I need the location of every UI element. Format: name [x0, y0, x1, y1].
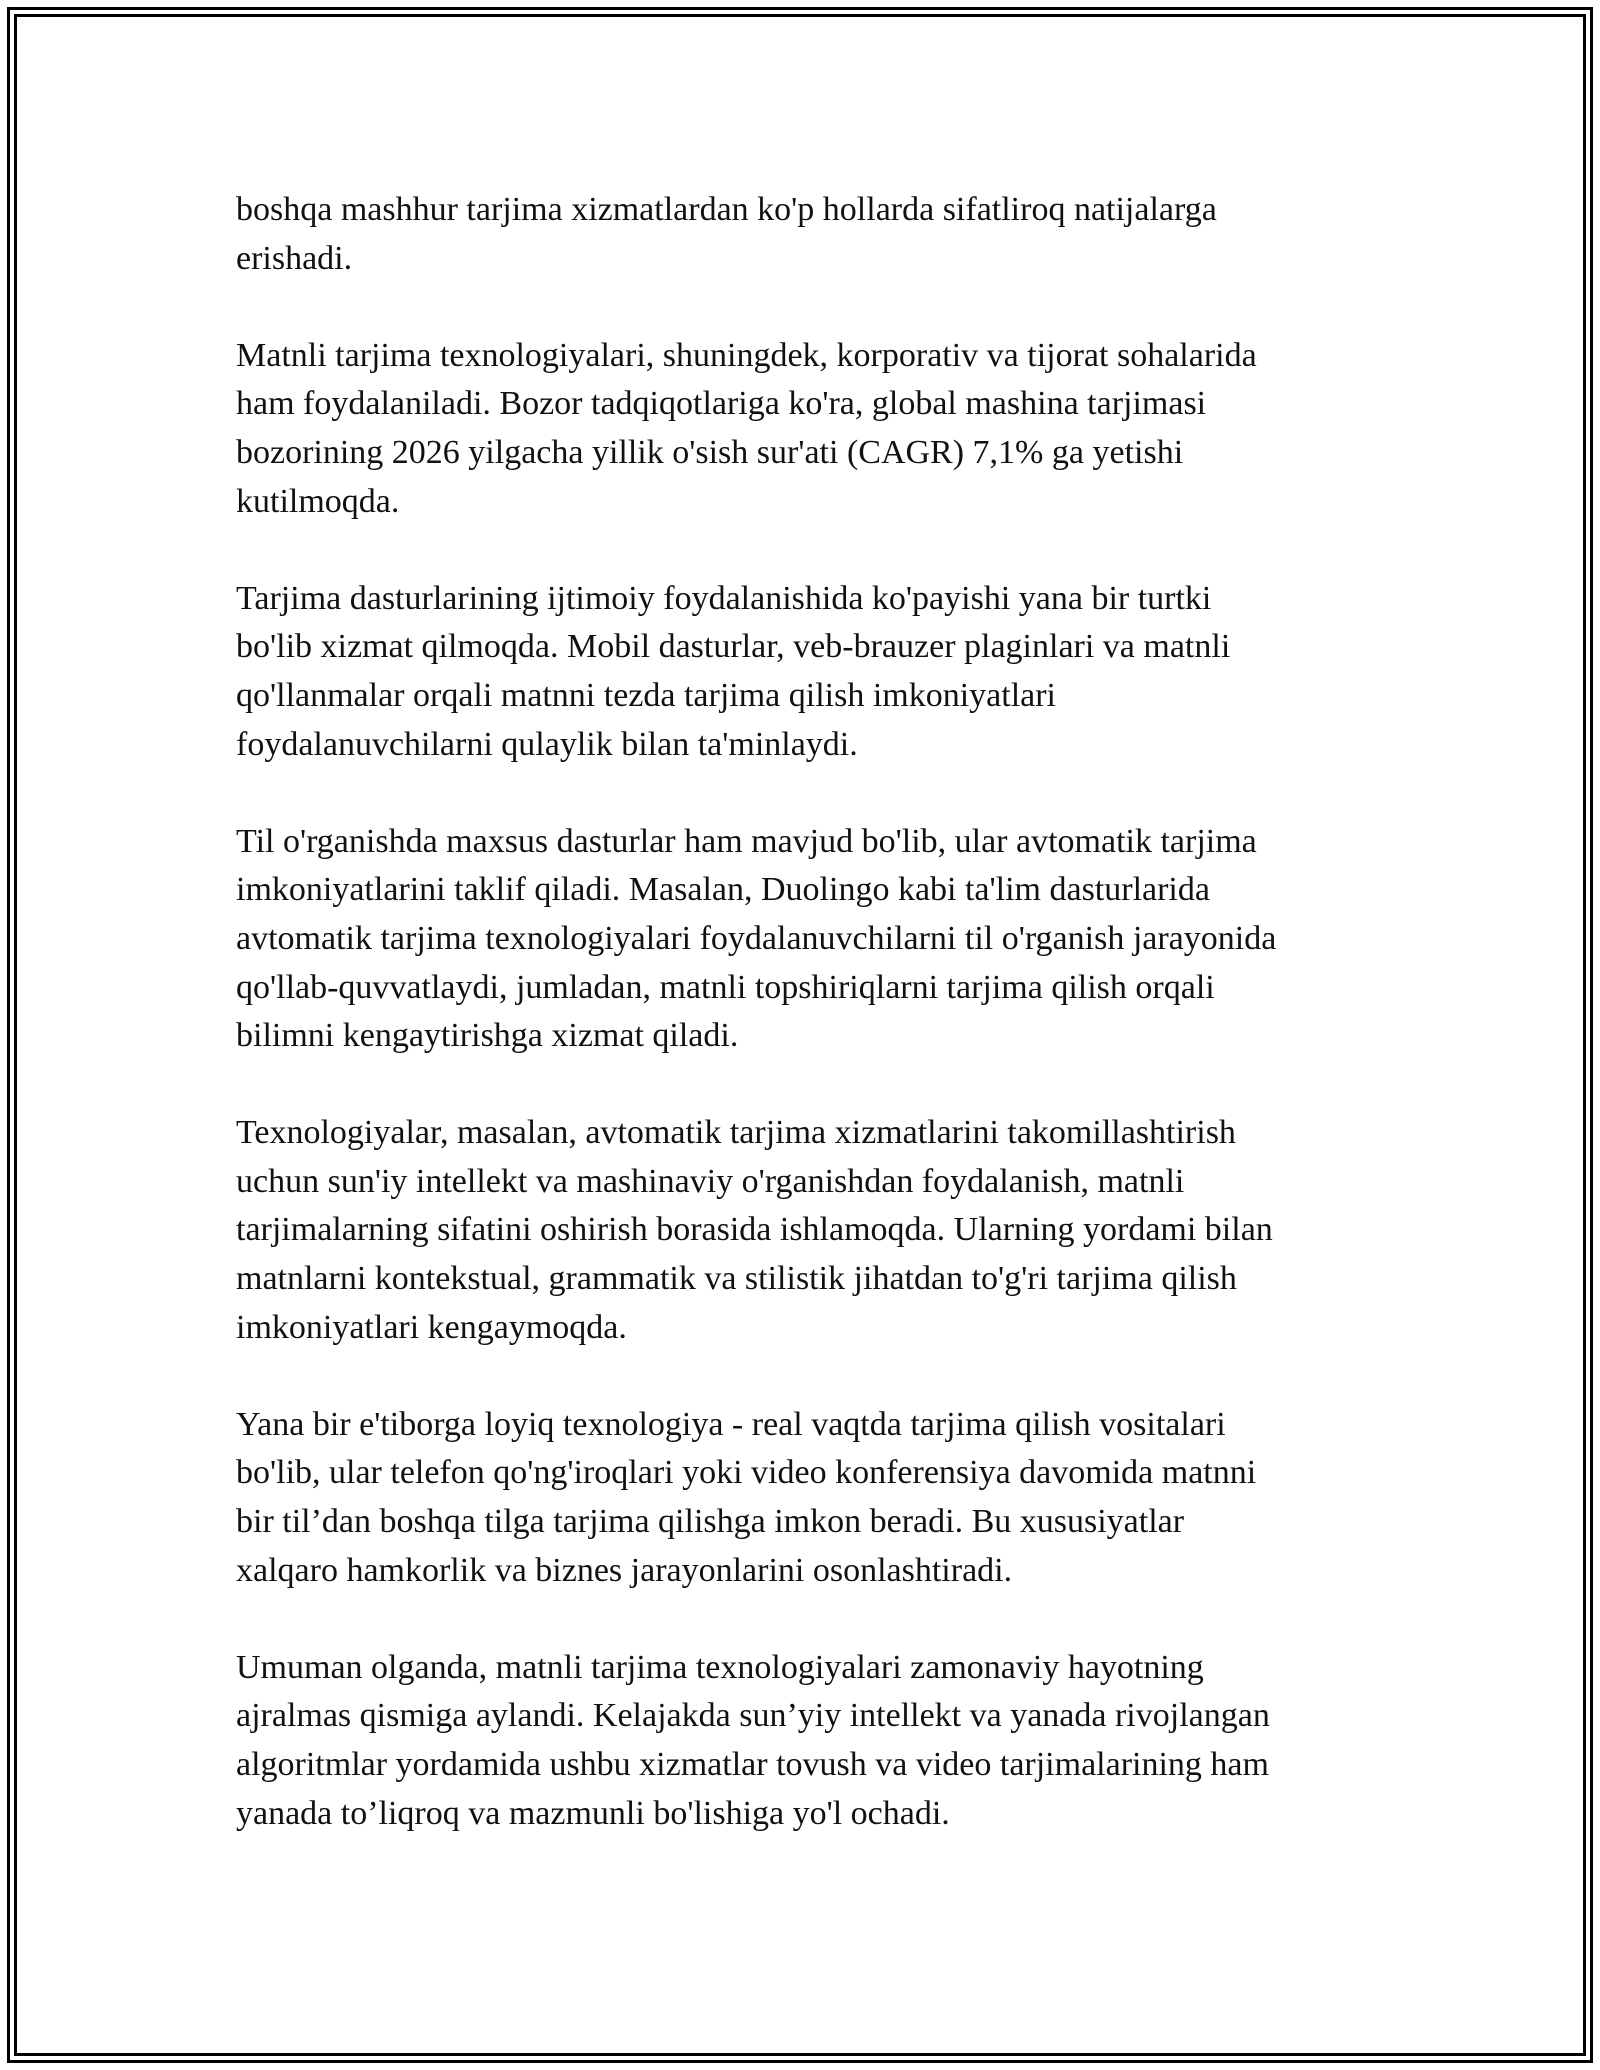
text-line: boshqa mashhur tarjima xizmatlardan ko'p hollarda sifatliroq natijalarga: [236, 191, 1217, 228]
paragraph: [236, 332, 1366, 526]
text-line: imkoniyatlarini taklif qiladi. Masalan, Duolingo kabi ta'lim dasturlarida: [236, 871, 1210, 909]
text-line: Umuman olganda, matnli tarjima texnologiyalari zamonaviy hayotning: [236, 1648, 1204, 1686]
text-line: ajralmas qismiga aylandi. Kelajakda sun’yiy intellekt va yanada rivojlangan: [236, 1697, 1270, 1735]
text-line: Texnologiyalar, masalan, avtomatik tarjima xizmatlarini takomillashtirish: [236, 1114, 1236, 1152]
text-line: Tarjima dasturlarining ijtimoiy foydalanishida ko'payishi yana bir turtki: [236, 579, 1212, 617]
text-line: erishadi.: [236, 239, 353, 277]
text-line: qo'llanmalar orqali matnni tezda tarjima qilish imkoniyatlari: [236, 676, 1057, 714]
paragraph: [236, 818, 1366, 1061]
text-line: matnlarni kontekstual, grammatik va stilistik jihatdan to'g'ri tarjima qilish: [236, 1260, 1237, 1298]
text-line: bir til’dan boshqa tilga tarjima qilishga imkon beradi. Bu xususiyatlar: [236, 1503, 1185, 1541]
text-line: bo'lib xizmat qilmoqda. Mobil dasturlar, veb-brauzer plaginlari va matnli: [236, 628, 1231, 666]
paragraph: [236, 1401, 1366, 1595]
text-line: tarjimalarning sifatini oshirish borasida ishlamoqda. Ularning yordami bilan: [236, 1211, 1273, 1249]
text-line: qo'llab-quvvatlaydi, jumladan, matnli topshiriqlarni tarjima qilish orqali: [236, 968, 1215, 1006]
document-body: [236, 186, 1366, 1887]
text-line: algoritmlar yordamida ushbu xizmatlar tovush va video tarjimalarining ham: [236, 1746, 1269, 1783]
text-line: imkoniyatlari kengaymoqda.: [236, 1308, 627, 1346]
text-line: yanada to’liqroq va mazmunli bo'lishiga yo'l ochadi.: [236, 1794, 950, 1832]
paragraph: [236, 1644, 1366, 1838]
paragraph: [236, 1109, 1366, 1352]
paragraph: [236, 575, 1366, 769]
text-line: xalqaro hamkorlik va biznes jarayonlarini osonlashtiradi.: [236, 1551, 1013, 1589]
text-line: bilimni kengaytirishga xizmat qiladi.: [236, 1017, 739, 1055]
text-line: ham foydalaniladi. Bozor tadqiqotlariga ko'ra, global mashina tarjimasi: [236, 385, 1207, 423]
text-line: Til o'rganishda maxsus dasturlar ham mavjud bo'lib, ular avtomatik tarjima: [236, 822, 1257, 860]
paragraph: [236, 186, 1366, 283]
text-line: kutilmoqda.: [236, 482, 400, 520]
text-line: uchun sun'iy intellekt va mashinaviy o'rganishdan foydalanish, matnli: [236, 1162, 1185, 1200]
text-line: bo'lib, ular telefon qo'ng'iroqlari yoki video konferensiya davomida matnni: [236, 1454, 1257, 1492]
text-line: Matnli tarjima texnologiyalari, shuningdek, korporativ va tijorat sohalarida: [236, 336, 1257, 374]
text-line: foydalanuvchilarni qulaylik bilan ta'minlaydi.: [236, 725, 858, 763]
text-line: bozorining 2026 yilgacha yillik o'sish sur'ati (CAGR) 7,1% ga yetishi: [236, 433, 1184, 471]
text-line: avtomatik tarjima texnologiyalari foydalanuvchilarni til o'rganish jarayonida: [236, 919, 1277, 957]
text-line: Yana bir e'tiborga loyiq texnologiya - real vaqtda tarjima qilish vositalari: [236, 1405, 1226, 1443]
